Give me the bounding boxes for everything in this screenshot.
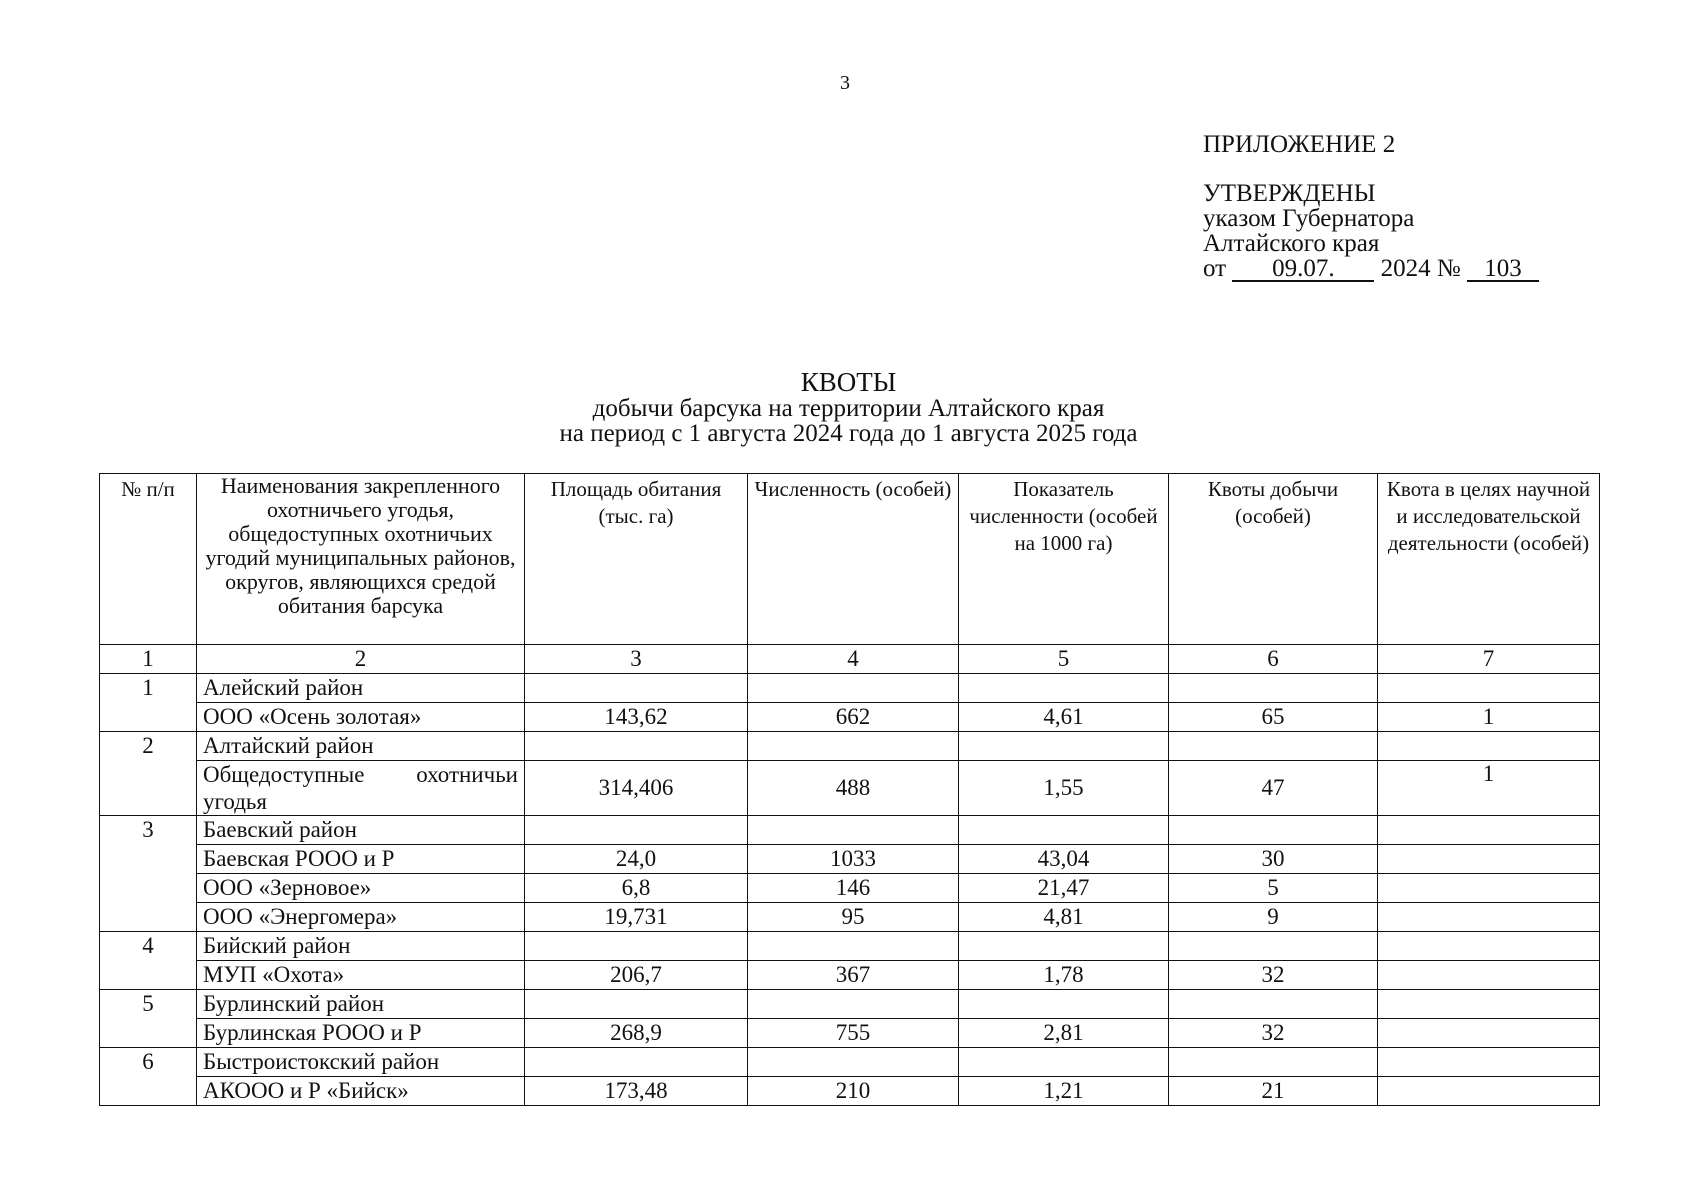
population-density: 1,78	[959, 961, 1169, 990]
harvest-quota: 32	[1169, 961, 1378, 990]
hunting-ground-name: ООО «Осень золотая»	[197, 703, 525, 732]
habitat-area: 173,48	[525, 1077, 748, 1106]
table-row	[100, 903, 1600, 932]
habitat-area: 268,9	[525, 1019, 748, 1048]
harvest-quota: 5	[1169, 874, 1378, 903]
appendix-title: ПРИЛОЖЕНИЕ 2	[1203, 131, 1396, 158]
page-number: 3	[840, 72, 850, 94]
hunting-ground-name: МУП «Охота»	[197, 961, 525, 990]
decree-date-line	[1203, 256, 1539, 282]
population-count: 95	[748, 903, 959, 932]
science-quota	[1378, 961, 1600, 990]
column-number-row	[100, 645, 1600, 674]
population-density: 4,61	[959, 703, 1169, 732]
decree-date: 09.07.	[1232, 258, 1374, 282]
approved-label: УТВЕРЖДЕНЫ	[1203, 180, 1376, 207]
habitat-area: 6,8	[525, 874, 748, 903]
table-row	[100, 761, 1600, 816]
header-quota: Квоты добычи (особей)	[1169, 474, 1378, 645]
document-heading	[0, 368, 1697, 446]
hunting-ground-name: АКООО и Р «Бийск»	[197, 1077, 525, 1106]
table-row	[100, 1019, 1600, 1048]
science-quota	[1378, 1019, 1600, 1048]
population-density: 21,47	[959, 874, 1169, 903]
district-row	[100, 816, 1600, 845]
population-count: 367	[748, 961, 959, 990]
table-row	[100, 874, 1600, 903]
column-number: 3	[525, 645, 748, 674]
row-number: 6	[100, 1048, 197, 1106]
population-density: 1,21	[959, 1077, 1169, 1106]
header-no: № п/п	[100, 474, 197, 645]
row-number: 5	[100, 990, 197, 1048]
population-density: 43,04	[959, 845, 1169, 874]
harvest-quota: 21	[1169, 1077, 1378, 1106]
district-name: Алтайский район	[197, 732, 525, 761]
hunting-ground-name: Общедоступные охотничьи угодья	[197, 761, 525, 816]
district-name: Баевский район	[197, 816, 525, 845]
district-name: Бийский район	[197, 932, 525, 961]
document-subtitle-2: на период с 1 августа 2024 года до 1 августа 2025 года	[559, 420, 1138, 447]
harvest-quota: 30	[1169, 845, 1378, 874]
population-count: 1033	[748, 845, 959, 874]
habitat-area: 314,406	[525, 761, 748, 816]
district-row	[100, 932, 1600, 961]
district-name: Алейский район	[197, 674, 525, 703]
decree-year: 2024 №	[1380, 255, 1461, 282]
row-number: 3	[100, 816, 197, 932]
science-quota: 1	[1378, 761, 1600, 816]
habitat-area: 19,731	[525, 903, 748, 932]
district-row	[100, 732, 1600, 761]
hunting-ground-name: ООО «Энергомера»	[197, 903, 525, 932]
document-title: КВОТЫ	[800, 367, 897, 397]
harvest-quota: 9	[1169, 903, 1378, 932]
population-density: 1,55	[959, 761, 1169, 816]
science-quota	[1378, 903, 1600, 932]
population-count: 755	[748, 1019, 959, 1048]
approval-block	[1203, 132, 1539, 282]
habitat-area: 206,7	[525, 961, 748, 990]
header-count: Численность (особей)	[748, 474, 959, 645]
population-count: 662	[748, 703, 959, 732]
column-number: 7	[1378, 645, 1600, 674]
table-header-row	[100, 474, 1600, 645]
header-density: Показатель численности (особей на 1000 га)	[959, 474, 1169, 645]
decree-label: указом Губернатора	[1203, 205, 1415, 232]
population-density: 4,81	[959, 903, 1169, 932]
district-name: Бурлинский район	[197, 990, 525, 1019]
district-row	[100, 674, 1600, 703]
hunting-ground-name: Бурлинская РООО и Р	[197, 1019, 525, 1048]
region-label: Алтайского края	[1203, 230, 1380, 257]
habitat-area: 24,0	[525, 845, 748, 874]
table-row	[100, 1077, 1600, 1106]
column-number: 6	[1169, 645, 1378, 674]
science-quota	[1378, 874, 1600, 903]
row-number: 1	[100, 674, 197, 732]
population-count: 210	[748, 1077, 959, 1106]
table-row	[100, 961, 1600, 990]
from-label: от	[1203, 255, 1227, 282]
column-number: 4	[748, 645, 959, 674]
hunting-ground-name: Баевская РООО и Р	[197, 845, 525, 874]
column-number: 2	[197, 645, 525, 674]
habitat-area: 143,62	[525, 703, 748, 732]
column-number: 1	[100, 645, 197, 674]
harvest-quota: 32	[1169, 1019, 1378, 1048]
header-name: Наименования закрепленного охотничьего угодья, общедоступных охотничьих угодий муниципальных районов, округов, являющихся средой обитания барсука	[197, 474, 525, 645]
row-number: 2	[100, 732, 197, 816]
population-count: 488	[748, 761, 959, 816]
science-quota: 1	[1378, 703, 1600, 732]
decree-number: 103	[1467, 258, 1539, 282]
header-science-quota: Квота в целях научной и исследовательской деятельности (особей)	[1378, 474, 1600, 645]
column-number: 5	[959, 645, 1169, 674]
row-number: 4	[100, 932, 197, 990]
district-name: Быстроистокский район	[197, 1048, 525, 1077]
population-density: 2,81	[959, 1019, 1169, 1048]
science-quota	[1378, 845, 1600, 874]
harvest-quota: 47	[1169, 761, 1378, 816]
table-row	[100, 703, 1600, 732]
table-row	[100, 845, 1600, 874]
quota-table	[99, 473, 1600, 1106]
science-quota	[1378, 1077, 1600, 1106]
harvest-quota: 65	[1169, 703, 1378, 732]
header-area: Площадь обитания (тыс. га)	[525, 474, 748, 645]
district-row	[100, 1048, 1600, 1077]
hunting-ground-name: ООО «Зерновое»	[197, 874, 525, 903]
document-subtitle-1: добычи барсука на территории Алтайского края	[592, 395, 1105, 422]
population-count: 146	[748, 874, 959, 903]
district-row	[100, 990, 1600, 1019]
